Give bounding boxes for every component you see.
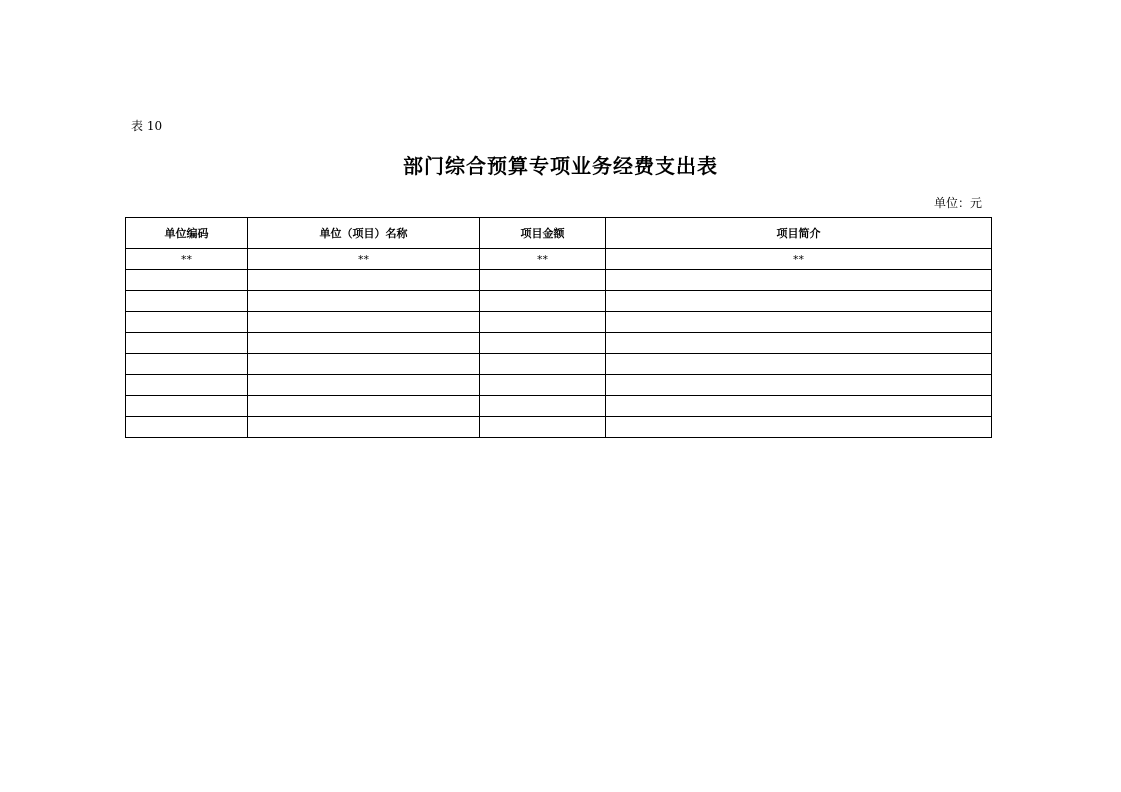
cell-project-amount	[480, 354, 606, 375]
cell-project-summary	[606, 270, 992, 291]
cell-unit-project-name	[248, 270, 480, 291]
cell-unit-code	[126, 291, 248, 312]
header-project-summary: 项目简介	[606, 218, 992, 249]
cell-project-summary	[606, 312, 992, 333]
cell-unit-code	[126, 333, 248, 354]
cell-unit-project-name	[248, 417, 480, 438]
cell-project-summary	[606, 417, 992, 438]
page-title: 部门综合预算专项业务经费支出表	[403, 154, 718, 178]
table-row	[126, 354, 992, 375]
table-row	[126, 270, 992, 291]
cell-unit-project-name	[248, 375, 480, 396]
cell-unit-project-name	[248, 291, 480, 312]
cell-project-summary	[606, 396, 992, 417]
cell-project-summary	[606, 375, 992, 396]
expenditure-table	[125, 217, 992, 438]
cell-project-amount	[480, 291, 606, 312]
cell-unit-code	[126, 375, 248, 396]
header-unit-code: 单位编码	[126, 218, 248, 249]
table-row	[126, 396, 992, 417]
cell-unit-code	[126, 270, 248, 291]
table-row	[126, 375, 992, 396]
cell-project-amount: **	[480, 249, 606, 270]
unit-note: 单位：元	[933, 196, 982, 210]
table-number-label: 表 10	[131, 119, 163, 133]
cell-unit-project-name	[248, 354, 480, 375]
table-row	[126, 312, 992, 333]
cell-unit-code: **	[126, 249, 248, 270]
cell-unit-code	[126, 396, 248, 417]
cell-unit-code	[126, 312, 248, 333]
cell-project-amount	[480, 396, 606, 417]
table-row	[126, 249, 992, 270]
cell-unit-project-name	[248, 312, 480, 333]
cell-unit-project-name	[248, 396, 480, 417]
cell-project-amount	[480, 312, 606, 333]
table-row	[126, 417, 992, 438]
table-row	[126, 291, 992, 312]
cell-project-summary	[606, 354, 992, 375]
table-row	[126, 333, 992, 354]
cell-project-amount	[480, 333, 606, 354]
cell-project-amount	[480, 270, 606, 291]
cell-unit-code	[126, 354, 248, 375]
cell-unit-project-name: **	[248, 249, 480, 270]
cell-project-summary	[606, 291, 992, 312]
header-project-amount: 项目金额	[480, 218, 606, 249]
cell-project-amount	[480, 375, 606, 396]
cell-project-summary	[606, 333, 992, 354]
header-unit-project-name: 单位（项目）名称	[248, 218, 480, 249]
cell-project-summary: **	[606, 249, 992, 270]
cell-project-amount	[480, 417, 606, 438]
table-header-row	[126, 218, 992, 249]
cell-unit-project-name	[248, 333, 480, 354]
cell-unit-code	[126, 417, 248, 438]
